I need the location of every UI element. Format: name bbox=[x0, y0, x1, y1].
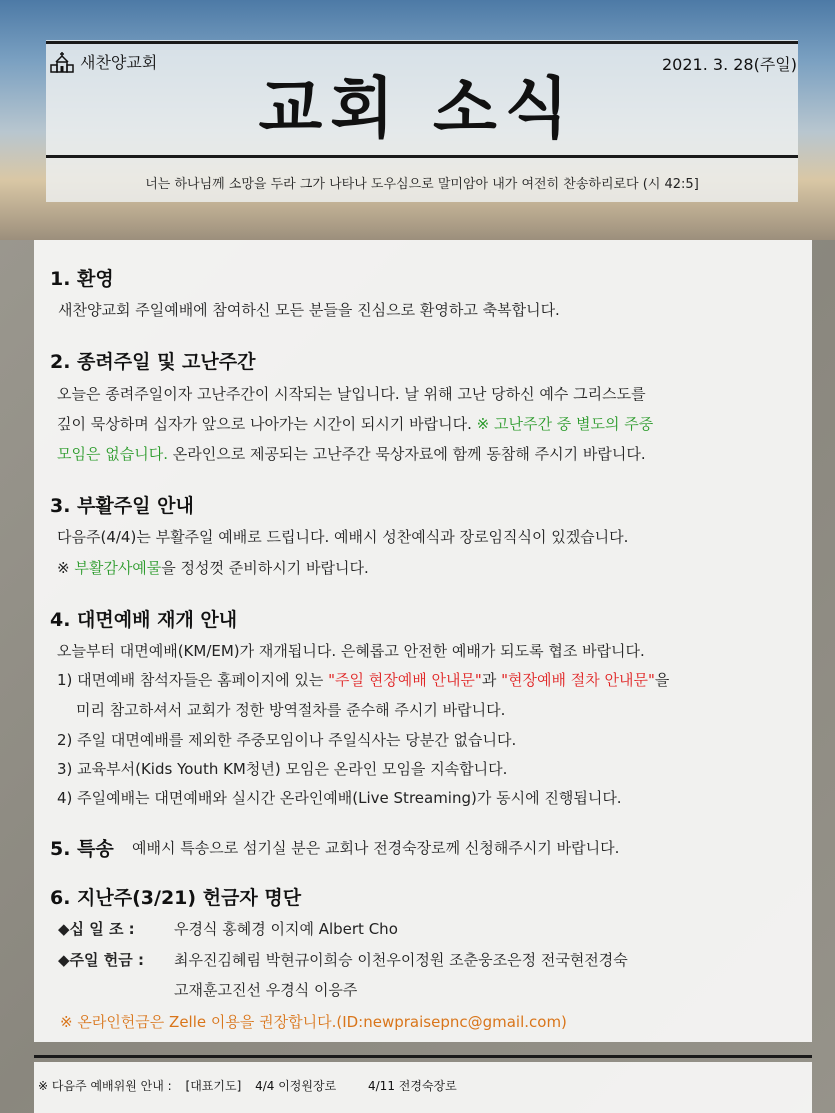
palm-notice-highlight-cont: 모임은 없습니다. bbox=[57, 445, 168, 463]
church-name: 새찬양교회 bbox=[80, 53, 158, 72]
section-easter-line2: ※ 부활감사예물을 정성껏 준비하시기 바랍니다. bbox=[57, 559, 369, 577]
online-offering-note: ※ 온라인헌금은 Zelle 이용을 권장합니다.(ID:newpraisepnc@gmail.com) bbox=[60, 1013, 567, 1031]
footer-entry-2: 4/11 전경숙장로 bbox=[368, 1079, 457, 1093]
section-welcome-title: 1. 환영 bbox=[50, 268, 114, 290]
section-palm-line2: 깊이 묵상하며 십자가 앞으로 나아가는 시간이 되시기 바랍니다. ※ 고난주간 중 별도의 주중 bbox=[57, 415, 654, 433]
bulletin-date: 2021. 3. 28(주일) bbox=[662, 55, 797, 74]
section-special-text: 예배시 특송으로 섬기실 분은 교회나 전경숙장로께 신청해주시기 바랍니다. bbox=[132, 839, 620, 857]
footer-rule bbox=[34, 1055, 812, 1058]
reopen-item-3: 3) 교육부서(Kids Youth KM청년) 모임은 온라인 모임을 지속합니다. bbox=[57, 760, 508, 778]
tithe-names: 우경식 홍혜경 이지예 Albert Cho bbox=[174, 920, 398, 938]
section-easter-title: 3. 부활주일 안내 bbox=[50, 495, 194, 517]
section-easter-line1: 다음주(4/4)는 부활주일 예배로 드립니다. 예배시 성찬예식과 장로임직식이 있겠습니다. bbox=[57, 528, 629, 546]
reopen-item-2: 2) 주일 대면예배를 제외한 주중모임이나 주일식사는 당분간 없습니다. bbox=[57, 731, 517, 749]
sunday-offering-names-1: 최우진김혜림 박현규이희승 이천우이정원 조춘웅조은정 전국현전경숙 bbox=[174, 951, 628, 969]
reopen-item-1: 1) 대면예배 참석자들은 홈페이지에 있는 "주일 현장예배 안내문"과 "현장예배 절차 안내문"을 bbox=[57, 671, 670, 689]
header-top-rule bbox=[46, 41, 798, 44]
section-palm-title: 2. 종려주일 및 고난주간 bbox=[50, 351, 256, 373]
page-title: 교회 소식 bbox=[258, 69, 577, 147]
section-palm-line1: 오늘은 종려주일이자 고난주간이 시작되는 날입니다. 날 위해 고난 당하신 예수 그리스도를 bbox=[57, 385, 646, 403]
reopen-item-1-cont: 미리 참고하셔서 교회가 정한 방역절차를 준수해 주시기 바랍니다. bbox=[76, 701, 506, 719]
section-offering-title: 6. 지난주(3/21) 헌금자 명단 bbox=[50, 887, 302, 909]
section-welcome-text: 새찬양교회 주일예배에 참여하신 모든 분들을 진심으로 환영하고 축복합니다. bbox=[58, 301, 560, 319]
header-bottom-rule bbox=[46, 155, 798, 158]
tithe-label: ◆십 일 조 : bbox=[58, 920, 135, 938]
sunday-offering-names-2: 고재훈고진선 우경식 이응주 bbox=[174, 981, 358, 999]
section-reopen-line1: 오늘부터 대면예배(KM/EM)가 재개됩니다. 은혜롭고 안전한 예배가 되도록 협조 바랍니다. bbox=[57, 642, 645, 660]
easter-offering-highlight: 부활감사예물 bbox=[74, 559, 162, 577]
footer-worship-committee bbox=[38, 1077, 467, 1094]
notice-link-procedure: "현장예배 절차 안내문" bbox=[501, 671, 655, 689]
section-special-title: 5. 특송 bbox=[50, 838, 114, 860]
sunday-offering-label: ◆주일 헌금 : bbox=[58, 951, 144, 969]
notice-link-sunday: "주일 현장예배 안내문" bbox=[328, 671, 482, 689]
reopen-item-4: 4) 주일예배는 대면예배와 실시간 온라인예배(Live Streaming)가 동시에 진행됩니다. bbox=[57, 789, 622, 807]
palm-notice-highlight: ※ 고난주간 중 별도의 주중 bbox=[476, 415, 654, 433]
scripture-verse: 너는 하나님께 소망을 두라 그가 나타나 도우심으로 말미암아 내가 여전히 찬송하리로다 (시 42:5] bbox=[145, 177, 699, 192]
footer-label: ※ 다음주 예배위원 안내 : bbox=[38, 1079, 172, 1093]
footer-role: [대표기도] bbox=[185, 1079, 242, 1093]
footer-entry-1: 4/4 이정원장로 bbox=[255, 1079, 337, 1093]
section-reopen-title: 4. 대면예배 재개 안내 bbox=[50, 609, 238, 631]
section-palm-line3: 모임은 없습니다. 온라인으로 제공되는 고난주간 묵상자료에 함께 동참해 주시기 바랍니다. bbox=[57, 445, 646, 463]
